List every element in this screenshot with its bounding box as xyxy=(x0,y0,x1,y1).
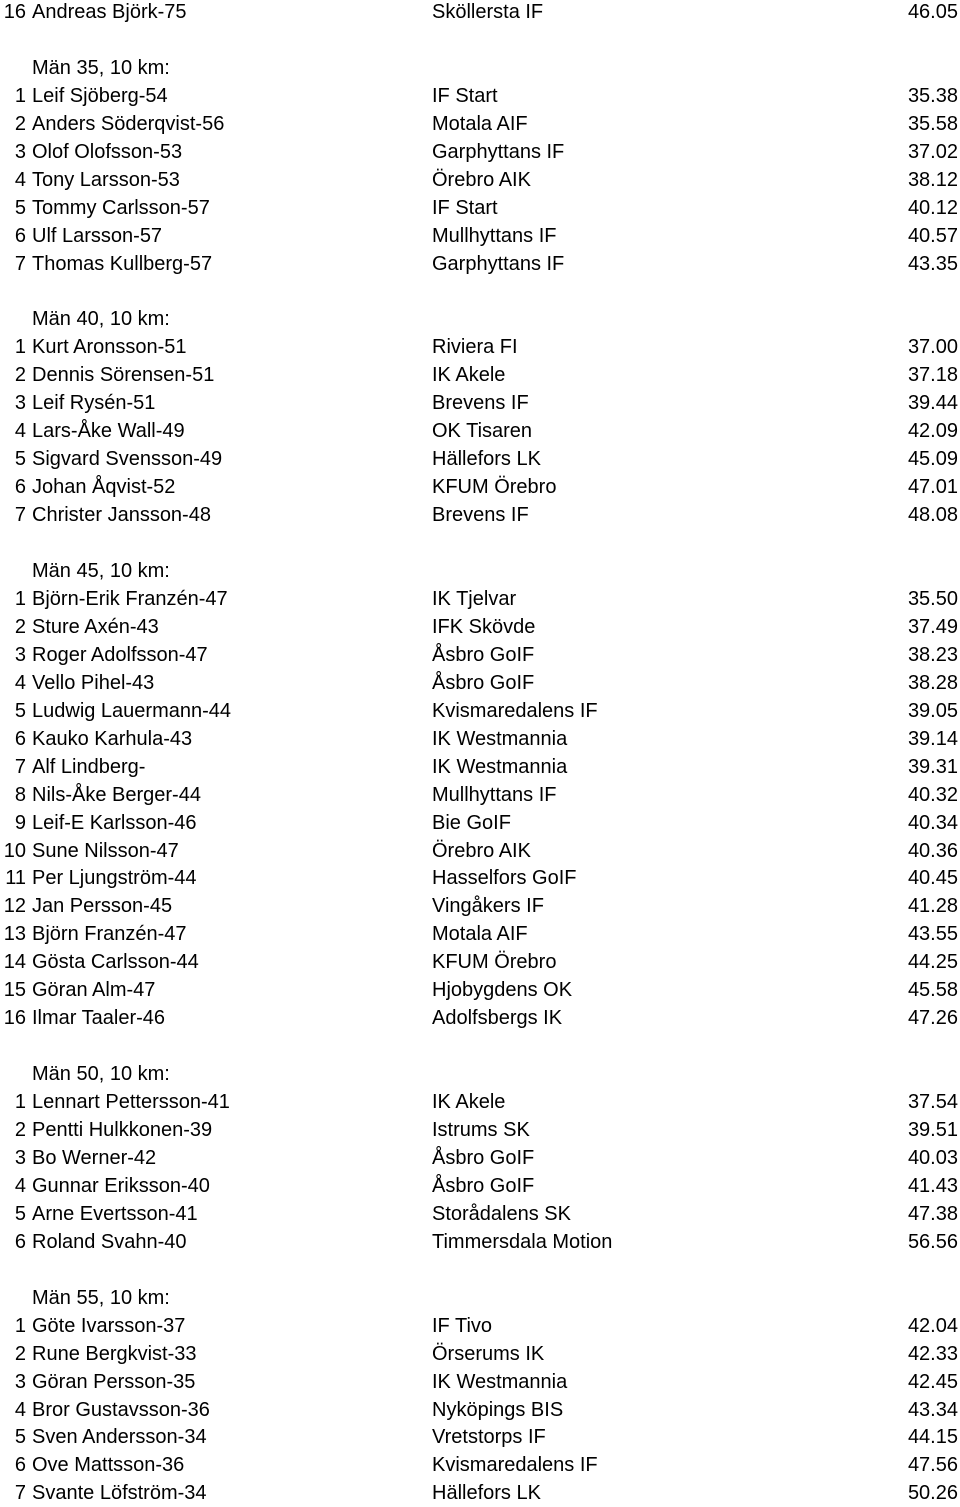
place-number: 4 xyxy=(14,671,26,694)
result-row xyxy=(0,753,960,781)
finish-time: 40.57 xyxy=(907,224,958,247)
athlete-name: Sigvard Svensson-49 xyxy=(32,448,223,471)
club-name: IK Akele xyxy=(432,1091,506,1114)
club-name: Hällefors LK xyxy=(432,1482,541,1505)
athlete-name: Roger Adolfsson-47 xyxy=(32,643,208,666)
club-name: Kvismaredalens IF xyxy=(432,1454,598,1477)
place-number: 10 xyxy=(3,839,26,862)
finish-time: 48.08 xyxy=(907,504,958,527)
result-row xyxy=(0,1004,960,1032)
result-row xyxy=(0,1172,960,1200)
place-number: 16 xyxy=(3,1,26,23)
club-name: IF Start xyxy=(432,196,498,219)
result-row xyxy=(0,1396,960,1424)
finish-time: 37.18 xyxy=(907,364,958,387)
place-number: 7 xyxy=(14,1482,26,1505)
club-name: IK Westmannia xyxy=(432,1370,568,1393)
athlete-name: Björn-Erik Franzén-47 xyxy=(32,587,228,610)
club-name: Garphyttans IF xyxy=(432,252,565,275)
club-name: Åsbro GoIF xyxy=(432,1146,535,1169)
athlete-name: Sven Andersson-34 xyxy=(32,1426,207,1449)
athlete-name: Leif Sjöberg-54 xyxy=(32,84,168,107)
place-number: 15 xyxy=(3,979,26,1002)
result-row xyxy=(0,781,960,809)
finish-time: 40.32 xyxy=(907,783,958,806)
place-number: 3 xyxy=(14,140,26,163)
place-number: 5 xyxy=(14,1426,26,1449)
finish-time: 37.54 xyxy=(907,1091,958,1114)
finish-time: 37.02 xyxy=(907,140,958,163)
club-name: Garphyttans IF xyxy=(432,140,565,163)
athlete-name: Olof Olofsson-53 xyxy=(32,140,183,163)
athlete-name: Roland Svahn-40 xyxy=(32,1230,187,1253)
athlete-name: Christer Jansson-48 xyxy=(32,504,211,527)
result-row xyxy=(0,641,960,669)
class-heading-row xyxy=(0,1284,960,1312)
finish-time: 39.51 xyxy=(907,1119,958,1141)
athlete-name: Per Ljungström-44 xyxy=(32,867,197,890)
result-row xyxy=(0,1200,960,1228)
class-heading: Män 40, 10 km: xyxy=(32,308,170,331)
place-number: 3 xyxy=(14,1146,26,1169)
place-number: 8 xyxy=(14,783,26,806)
finish-time: 37.00 xyxy=(907,336,958,359)
place-number: 6 xyxy=(14,1230,26,1253)
club-name: IF Start xyxy=(432,84,498,107)
club-name: Brevens IF xyxy=(432,392,529,415)
place-number: 13 xyxy=(3,923,26,946)
place-number: 2 xyxy=(14,1119,26,1141)
place-number: 4 xyxy=(14,420,26,443)
club-name: Istrums SK xyxy=(432,1119,530,1141)
finish-time: 47.56 xyxy=(907,1454,958,1477)
athlete-name: Ulf Larsson-57 xyxy=(32,224,163,247)
result-row xyxy=(0,166,960,194)
club-name: Vingåkers IF xyxy=(432,895,544,918)
finish-time: 40.36 xyxy=(907,839,958,862)
class-heading: Män 45, 10 km: xyxy=(32,560,170,582)
class-heading: Män 50, 10 km: xyxy=(32,1063,170,1086)
finish-time: 38.23 xyxy=(907,643,958,666)
result-row xyxy=(0,110,960,138)
result-row xyxy=(0,892,960,920)
club-name: KFUM Örebro xyxy=(432,476,557,499)
place-number: 1 xyxy=(14,84,26,107)
athlete-name: Leif-E Karlsson-46 xyxy=(32,811,197,834)
place-number: 1 xyxy=(14,1091,26,1114)
place-number: 6 xyxy=(14,224,26,247)
club-name: KFUM Örebro xyxy=(432,951,557,974)
finish-time: 38.12 xyxy=(907,168,958,191)
place-number: 5 xyxy=(14,699,26,722)
place-number: 6 xyxy=(14,476,26,499)
athlete-name: Anders Söderqvist-56 xyxy=(32,112,225,135)
club-name: Örserums IK xyxy=(432,1342,545,1365)
result-row xyxy=(0,1144,960,1172)
finish-time: 35.38 xyxy=(907,84,958,107)
club-name: Örebro AIK xyxy=(432,839,531,862)
club-name: IF Tivo xyxy=(432,1314,493,1337)
result-row xyxy=(0,445,960,473)
class-heading-row xyxy=(0,557,960,585)
club-name: Mullhyttans IF xyxy=(432,224,557,247)
result-row xyxy=(0,501,960,529)
result-row xyxy=(0,948,960,976)
place-number: 4 xyxy=(14,168,26,191)
finish-time: 56.56 xyxy=(907,1230,958,1253)
result-row xyxy=(0,333,960,361)
result-row xyxy=(0,1228,960,1256)
athlete-name: Bo Werner-42 xyxy=(32,1146,157,1169)
result-row xyxy=(0,1368,960,1396)
finish-time: 44.25 xyxy=(907,951,958,974)
club-name: Åsbro GoIF xyxy=(432,671,535,694)
place-number: 2 xyxy=(14,1342,26,1365)
club-name: Mullhyttans IF xyxy=(432,783,557,806)
result-row xyxy=(0,1312,960,1340)
place-number: 2 xyxy=(14,615,26,638)
finish-time: 46.05 xyxy=(907,1,958,23)
club-name: IFK Skövde xyxy=(432,615,536,638)
class-heading: Män 35, 10 km: xyxy=(32,56,170,79)
class-heading-row xyxy=(0,305,960,333)
place-number: 4 xyxy=(14,1174,26,1197)
athlete-name: Ludwig Lauermann-44 xyxy=(32,699,232,722)
result-row xyxy=(0,1116,960,1144)
club-name: Motala AIF xyxy=(432,112,528,135)
club-name: Hällefors LK xyxy=(432,448,541,471)
club-name: Hasselfors GoIF xyxy=(432,867,577,890)
place-number: 2 xyxy=(14,112,26,135)
athlete-name: Göran Alm-47 xyxy=(32,979,156,1002)
athlete-name: Svante Löfström-34 xyxy=(32,1482,207,1505)
club-name: Riviera FI xyxy=(432,336,518,359)
finish-time: 41.28 xyxy=(907,895,958,918)
place-number: 12 xyxy=(3,895,26,918)
finish-time: 35.50 xyxy=(907,587,958,610)
result-row xyxy=(0,82,960,110)
finish-time: 39.05 xyxy=(907,699,958,722)
club-name: Sköllersta IF xyxy=(432,1,544,23)
result-row xyxy=(0,669,960,697)
club-name: Timmersdala Motion xyxy=(432,1230,613,1253)
place-number: 1 xyxy=(14,587,26,610)
result-row xyxy=(0,1451,960,1479)
athlete-name: Gösta Carlsson-44 xyxy=(32,951,199,974)
result-row xyxy=(0,697,960,725)
finish-time: 39.14 xyxy=(907,727,958,750)
result-row xyxy=(0,585,960,613)
finish-time: 47.38 xyxy=(907,1202,958,1225)
finish-time: 41.43 xyxy=(907,1174,958,1197)
athlete-name: Sture Axén-43 xyxy=(32,615,159,638)
finish-time: 37.49 xyxy=(907,615,958,638)
club-name: Åsbro GoIF xyxy=(432,1174,535,1197)
place-number: 7 xyxy=(14,755,26,778)
club-name: Bie GoIF xyxy=(432,811,511,834)
finish-time: 40.45 xyxy=(907,867,958,890)
finish-time: 43.34 xyxy=(907,1398,958,1421)
athlete-name: Sune Nilsson-47 xyxy=(32,839,179,862)
athlete-name: Pentti Hulkkonen-39 xyxy=(32,1119,213,1141)
place-number: 7 xyxy=(14,504,26,527)
athlete-name: Leif Rysén-51 xyxy=(32,392,156,415)
club-name: IK Westmannia xyxy=(432,755,568,778)
athlete-name: Andreas Björk-75 xyxy=(32,1,187,23)
place-number: 7 xyxy=(14,252,26,275)
finish-time: 44.15 xyxy=(907,1426,958,1449)
result-row xyxy=(0,1479,960,1507)
result-row xyxy=(0,837,960,865)
class-heading: Män 55, 10 km: xyxy=(32,1286,170,1309)
athlete-name: Kauko Karhula-43 xyxy=(32,727,193,750)
club-name: Örebro AIK xyxy=(432,168,531,191)
athlete-name: Jan Persson-45 xyxy=(32,895,173,918)
place-number: 4 xyxy=(14,1398,26,1421)
result-row xyxy=(0,725,960,753)
place-number: 3 xyxy=(14,1370,26,1393)
club-name: OK Tisaren xyxy=(432,420,533,443)
club-name: Brevens IF xyxy=(432,504,529,527)
place-number: 3 xyxy=(14,643,26,666)
finish-time: 50.26 xyxy=(907,1482,958,1505)
finish-time: 40.03 xyxy=(907,1146,958,1169)
result-row xyxy=(0,920,960,948)
place-number: 9 xyxy=(14,811,26,834)
athlete-name: Kurt Aronsson-51 xyxy=(32,336,187,359)
athlete-name: Johan Åqvist-52 xyxy=(32,476,176,499)
result-row xyxy=(0,1088,960,1116)
finish-time: 38.28 xyxy=(907,671,958,694)
club-name: Åsbro GoIF xyxy=(432,643,535,666)
result-row xyxy=(0,417,960,445)
place-number: 6 xyxy=(14,727,26,750)
finish-time: 45.09 xyxy=(907,448,958,471)
class-heading-row xyxy=(0,54,960,82)
athlete-name: Nils-Åke Berger-44 xyxy=(32,783,201,806)
athlete-name: Ove Mattsson-36 xyxy=(32,1454,185,1477)
finish-time: 42.33 xyxy=(907,1342,958,1365)
athlete-name: Lars-Åke Wall-49 xyxy=(32,420,185,443)
athlete-name: Tommy Carlsson-57 xyxy=(32,196,210,219)
result-row xyxy=(0,361,960,389)
result-row xyxy=(0,0,960,26)
club-name: Adolfsbergs IK xyxy=(432,1007,563,1030)
athlete-name: Bror Gustavsson-36 xyxy=(32,1398,210,1421)
result-row xyxy=(0,613,960,641)
place-number: 14 xyxy=(3,951,26,974)
finish-time: 45.58 xyxy=(907,979,958,1002)
place-number: 1 xyxy=(14,336,26,359)
athlete-name: Vello Pihel-43 xyxy=(32,671,155,694)
result-row xyxy=(0,138,960,166)
result-row xyxy=(0,1423,960,1451)
athlete-name: Göte Ivarsson-37 xyxy=(32,1314,186,1337)
finish-time: 47.26 xyxy=(907,1007,958,1030)
club-name: IK Tjelvar xyxy=(432,587,517,610)
finish-time: 40.34 xyxy=(907,811,958,834)
place-number: 2 xyxy=(14,364,26,387)
club-name: Motala AIF xyxy=(432,923,528,946)
athlete-name: Tony Larsson-53 xyxy=(32,168,180,191)
result-row xyxy=(0,976,960,1004)
athlete-name: Alf Lindberg- xyxy=(32,755,146,778)
place-number: 3 xyxy=(14,392,26,415)
club-name: Nyköpings BIS xyxy=(432,1398,564,1421)
finish-time: 43.35 xyxy=(907,252,958,275)
result-row xyxy=(0,1340,960,1368)
result-row xyxy=(0,222,960,250)
club-name: IK Westmannia xyxy=(432,727,568,750)
place-number: 5 xyxy=(14,448,26,471)
club-name: Hjobygdens OK xyxy=(432,979,573,1002)
club-name: Vretstorps IF xyxy=(432,1426,546,1449)
athlete-name: Björn Franzén-47 xyxy=(32,923,187,946)
result-row xyxy=(0,809,960,837)
result-row xyxy=(0,864,960,892)
club-name: IK Akele xyxy=(432,364,506,387)
finish-time: 39.31 xyxy=(907,755,958,778)
athlete-name: Lennart Pettersson-41 xyxy=(32,1091,230,1114)
finish-time: 43.55 xyxy=(907,923,958,946)
athlete-name: Thomas Kullberg-57 xyxy=(32,252,213,275)
athlete-name: Rune Bergkvist-33 xyxy=(32,1342,197,1365)
finish-time: 47.01 xyxy=(907,476,958,499)
athlete-name: Ilmar Taaler-46 xyxy=(32,1007,166,1030)
finish-time: 42.45 xyxy=(907,1370,958,1393)
result-row xyxy=(0,194,960,222)
athlete-name: Dennis Sörensen-51 xyxy=(32,364,215,387)
finish-time: 40.12 xyxy=(907,196,958,219)
athlete-name: Arne Evertsson-41 xyxy=(32,1202,198,1225)
result-row xyxy=(0,473,960,501)
athlete-name: Gunnar Eriksson-40 xyxy=(32,1174,210,1197)
class-heading-row xyxy=(0,1060,960,1088)
place-number: 5 xyxy=(14,196,26,219)
athlete-name: Göran Persson-35 xyxy=(32,1370,196,1393)
club-name: Storådalens SK xyxy=(432,1202,571,1225)
result-row xyxy=(0,250,960,278)
finish-time: 35.58 xyxy=(907,112,958,135)
place-number: 6 xyxy=(14,1454,26,1477)
place-number: 11 xyxy=(5,867,26,890)
place-number: 5 xyxy=(14,1202,26,1225)
club-name: Kvismaredalens IF xyxy=(432,699,598,722)
finish-time: 42.04 xyxy=(907,1314,958,1337)
place-number: 1 xyxy=(14,1314,26,1337)
result-row xyxy=(0,389,960,417)
finish-time: 42.09 xyxy=(907,420,958,443)
place-number: 16 xyxy=(3,1007,26,1030)
finish-time: 39.44 xyxy=(907,392,958,415)
